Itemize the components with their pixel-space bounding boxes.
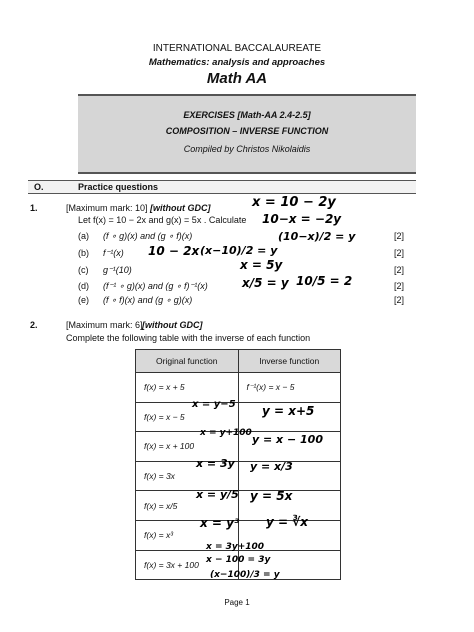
q1-part-text: g⁻¹(10) bbox=[103, 265, 132, 275]
original-cell: f(x) = 3x + 100 bbox=[136, 550, 239, 580]
q1-part-text: (f ∘ g)(x) and (g ∘ f)(x) bbox=[103, 231, 193, 241]
original-cell: f(x) = x − 5 bbox=[136, 402, 239, 432]
column-header-original: Original function bbox=[136, 350, 239, 373]
table-header-row bbox=[136, 350, 341, 373]
header-org: INTERNATIONAL BACCALAUREATE bbox=[152, 43, 322, 54]
table-row bbox=[136, 373, 341, 403]
original-cell: f(x) = x + 100 bbox=[136, 432, 239, 462]
q1-part-marks: [2] bbox=[394, 265, 405, 275]
q1-mark-label: [Maximum mark: 10] bbox=[66, 203, 148, 213]
column-header-inverse: Inverse function bbox=[238, 350, 341, 373]
page-number: Page 1 bbox=[224, 598, 250, 607]
handwritten-note: y = x/3 bbox=[250, 460, 293, 473]
q1-part-label: (a) bbox=[78, 231, 89, 241]
handwritten-note: x = 10 − 2y bbox=[252, 195, 336, 210]
original-cell: f(x) = x/5 bbox=[136, 491, 239, 521]
q2-number: 2. bbox=[30, 320, 38, 330]
box-line-2: COMPOSITION – INVERSE FUNCTION bbox=[165, 126, 329, 136]
title-box bbox=[78, 94, 416, 174]
handwritten-note: 10 − 2x bbox=[148, 244, 200, 258]
header-course: Mathematics: analysis and approaches bbox=[148, 57, 326, 68]
q1-part-marks: [2] bbox=[394, 248, 405, 258]
q1-part-text: (f ∘ f)(x) and (g ∘ g)(x) bbox=[103, 295, 193, 305]
handwritten-note: (x−10)/2 = y bbox=[200, 244, 278, 257]
q1-part-marks: [2] bbox=[394, 281, 405, 291]
handwritten-note: x = y−5 bbox=[192, 399, 236, 410]
q1-part-label: (d) bbox=[78, 281, 89, 291]
q1-part-text: (f⁻¹ ∘ g)(x) and (g ∘ f)⁻¹(x) bbox=[103, 281, 208, 291]
handwritten-note: y = x − 100 bbox=[252, 433, 323, 446]
handwritten-note: 10−x = −2y bbox=[262, 212, 342, 226]
q2-gdc: [without GDC] bbox=[142, 320, 203, 330]
q1-part-text: f⁻¹(x) bbox=[103, 248, 124, 258]
section-title: Practice questions bbox=[78, 182, 159, 192]
q1-part-label: (c) bbox=[78, 265, 89, 275]
section-heading bbox=[28, 180, 416, 194]
handwritten-note: (10−x)/2 = y bbox=[278, 230, 356, 243]
handwritten-note: x − 100 = 3y bbox=[206, 555, 271, 565]
handwritten-note: x = 3y bbox=[196, 457, 235, 470]
handwritten-note: x = 5y bbox=[240, 258, 283, 272]
header-level: Math AA bbox=[206, 70, 268, 87]
q2-intro: Complete the following table with the inverse of each function bbox=[66, 333, 311, 343]
q1-part-label: (b) bbox=[78, 248, 89, 258]
q1-part-label: (e) bbox=[78, 295, 89, 305]
q2-mark-label: [Maximum mark: 6] bbox=[66, 320, 143, 330]
original-cell: f(x) = x³ bbox=[136, 520, 239, 550]
q1-intro: Let f(x) = 10 − 2x and g(x) = 5x . Calculate bbox=[78, 215, 247, 225]
box-line-1: EXERCISES [Math-AA 2.4-2.5] bbox=[183, 110, 311, 120]
original-cell: f(x) = 3x bbox=[136, 461, 239, 491]
handwritten-note: (x−100)/3 = y bbox=[210, 570, 280, 580]
handwritten-note: x = y+100 bbox=[200, 428, 252, 438]
q1-part-marks: [2] bbox=[394, 231, 405, 241]
handwritten-note: y = 5x bbox=[250, 489, 293, 503]
inverse-cell: f⁻¹(x) = x − 5 bbox=[238, 373, 341, 403]
handwritten-note: y = x+5 bbox=[262, 404, 315, 418]
handwritten-note: x = 3y+100 bbox=[206, 542, 265, 552]
handwritten-note: x/5 = y bbox=[242, 276, 289, 290]
box-line-3: Compiled by Christos Nikolaidis bbox=[183, 144, 311, 154]
table-row bbox=[136, 461, 341, 491]
handwritten-note: 10/5 = 2 bbox=[296, 274, 353, 288]
section-number: O. bbox=[34, 182, 44, 192]
handwritten-note: x = y³ bbox=[200, 516, 240, 530]
handwritten-note: x = y/5 bbox=[196, 488, 239, 501]
original-cell: f(x) = x + 5 bbox=[136, 373, 239, 403]
q1-number: 1. bbox=[30, 203, 38, 213]
handwritten-note: y = ∛x bbox=[266, 515, 308, 529]
q1-gdc: [without GDC] bbox=[150, 203, 211, 213]
q1-part-marks: [2] bbox=[394, 295, 405, 305]
